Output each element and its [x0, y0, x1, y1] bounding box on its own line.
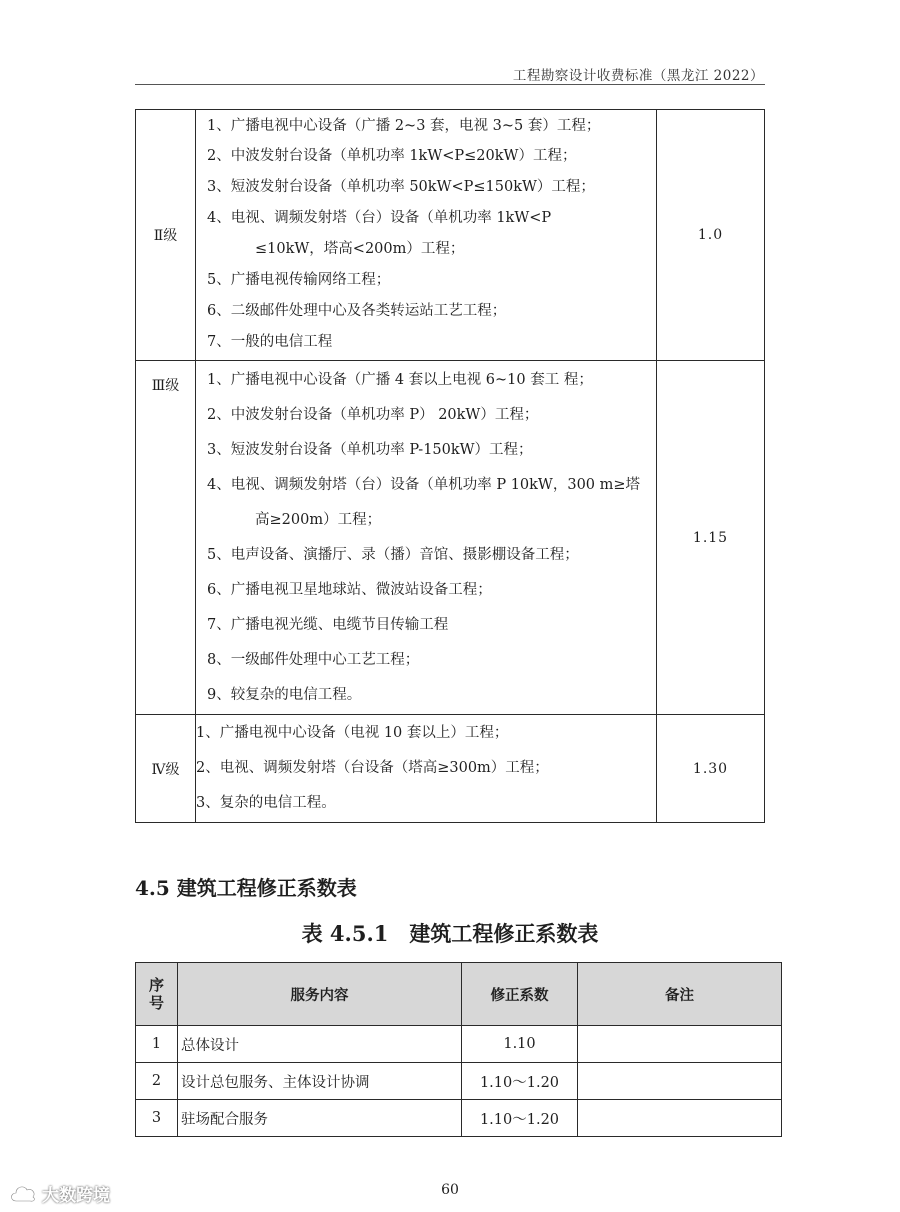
- grade-item: 5、广播电视传输网络工程；: [207, 272, 391, 289]
- grade-level: Ⅲ级: [136, 361, 196, 715]
- grade-items: [196, 715, 657, 823]
- grade-row-3: [136, 361, 765, 715]
- header-seq-label: 序号: [149, 976, 165, 1012]
- grade-coefficient: 1.0: [657, 110, 765, 361]
- cell-note: [578, 1063, 782, 1100]
- grade-item: 8、一级邮件处理中心工艺工程；: [207, 651, 420, 668]
- cell-content: 驻场配合服务: [178, 1100, 462, 1137]
- grade-item: 7、广播电视光缆、电缆节目传输工程: [207, 616, 449, 633]
- grade-item: 4、电视、调频发射塔（台）设备（单机功率 P 10kW，300 m≥塔: [207, 476, 641, 493]
- cell-content: 总体设计: [178, 1026, 462, 1063]
- grade-row-2: [136, 110, 765, 361]
- grade-item-continuation: ≤10kW，塔高<200m）工程；: [255, 241, 465, 258]
- grade-item: 5、电声设备、演播厅、录（播）音馆、摄影棚设备工程；: [207, 546, 579, 563]
- header-seq: [136, 963, 178, 1026]
- header-note: 备注: [578, 963, 782, 1026]
- cell-note: [578, 1100, 782, 1137]
- grade-table: [135, 109, 765, 823]
- table-title: 表 4.5.1 建筑工程修正系数表: [301, 921, 599, 946]
- grade-item: 1、广播电视中心设备（广播 2~3 套，电视 3~5 套）工程；: [207, 117, 601, 134]
- table-row: [136, 1026, 782, 1063]
- grade-item: 1、广播电视中心设备（电视 10 套以上）工程；: [196, 725, 509, 741]
- grade-item: 2、中波发射台设备（单机功率 1kW<P≤20kW）工程；: [207, 148, 577, 165]
- grade-row-4: [136, 715, 765, 823]
- grade-coefficient: 1.30: [657, 715, 765, 823]
- grade-item: 6、广播电视卫星地球站、微波站设备工程；: [207, 581, 492, 598]
- cell-coef: 1.10～1.20: [462, 1063, 578, 1100]
- section-heading: 4.5 建筑工程修正系数表: [135, 876, 357, 900]
- grade-coefficient: 1.15: [657, 361, 765, 715]
- grade-item: 3、短波发射台设备（单机功率 P-150kW）工程；: [207, 441, 533, 458]
- grade-item: 3、复杂的电信工程。: [196, 795, 336, 811]
- grade-item-continuation: 高≥200m）工程；: [255, 511, 382, 528]
- watermark: [8, 1180, 110, 1206]
- table-row: [136, 1100, 782, 1137]
- grade-item: 9、较复杂的电信工程。: [207, 686, 362, 703]
- cell-seq: 1: [136, 1026, 178, 1063]
- header-rule: [135, 84, 765, 85]
- cloud-logo-icon: [8, 1180, 38, 1206]
- page-number: 60: [441, 1182, 459, 1198]
- grade-item: 2、中波发射台设备（单机功率 P） 20kW）工程；: [207, 406, 539, 423]
- grade-item: 6、二级邮件处理中心及各类转运站工艺工程；: [207, 303, 507, 320]
- watermark-text: 大数跨境: [42, 1185, 110, 1206]
- grade-level: Ⅳ级: [136, 715, 196, 823]
- grade-items: [196, 361, 657, 715]
- cell-seq: 2: [136, 1063, 178, 1100]
- cell-content: 设计总包服务、主体设计协调: [178, 1063, 462, 1100]
- table-header-row: [136, 963, 782, 1026]
- grade-item: 4、电视、调频发射塔（台）设备（单机功率 1kW<P: [207, 210, 552, 227]
- cell-coef: 1.10: [462, 1026, 578, 1063]
- grade-item: 3、短波发射台设备（单机功率 50kW<P≤150kW）工程；: [207, 179, 595, 196]
- table-row: [136, 1063, 782, 1100]
- header-coef: 修正系数: [462, 963, 578, 1026]
- grade-item: 7、一般的电信工程: [207, 334, 333, 351]
- header-content: 服务内容: [178, 963, 462, 1026]
- running-header-title: 工程勘察设计收费标准（黑龙江 2022）: [512, 68, 764, 84]
- coefficient-table: [135, 962, 782, 1137]
- cell-note: [578, 1026, 782, 1063]
- grade-item: 1、广播电视中心设备（广播 4 套以上电视 6~10 套工 程；: [207, 371, 593, 388]
- grade-items: [196, 110, 657, 361]
- cell-coef: 1.10～1.20: [462, 1100, 578, 1137]
- grade-level: Ⅱ级: [136, 110, 196, 361]
- grade-item: 2、电视、调频发射塔（台设备（塔高≥300m）工程；: [196, 760, 549, 776]
- cell-seq: 3: [136, 1100, 178, 1137]
